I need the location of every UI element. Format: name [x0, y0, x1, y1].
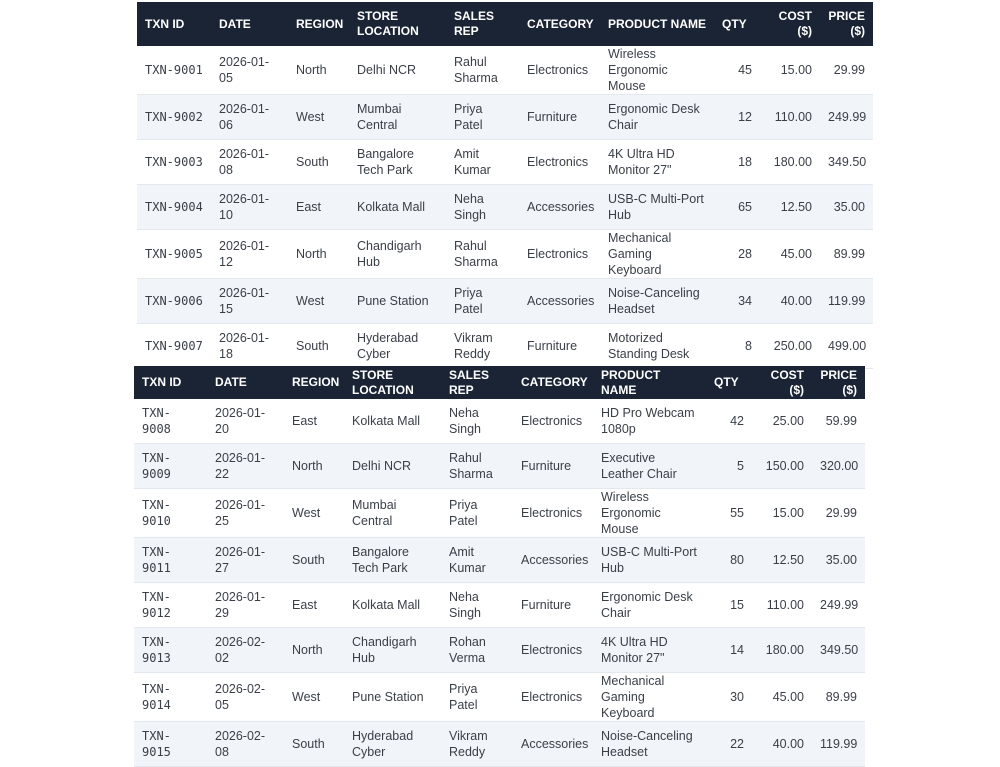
txn-id-cell: TXN-9015 [134, 722, 207, 767]
header-price[interactable]: PRICE ($) [820, 2, 873, 46]
category-cell: Electronics [513, 489, 593, 538]
date-cell: 2026-01-20 [207, 399, 284, 444]
price-cell: 35.00 [812, 538, 865, 583]
category-cell: Furniture [513, 583, 593, 628]
cost-cell: 180.00 [752, 628, 812, 673]
store-location-cell: Delhi NCR [349, 46, 446, 95]
product-name-cell: Wireless Ergonomic Mouse [593, 489, 706, 538]
date-cell: 2026-01-12 [211, 230, 288, 279]
header-price[interactable]: PRICE ($) [812, 366, 865, 399]
price-cell: 35.00 [820, 185, 873, 230]
txn-id-cell: TXN-9004 [137, 185, 211, 230]
product-name-cell: Noise-Canceling Headset [600, 279, 714, 324]
cost-cell: 12.50 [752, 538, 812, 583]
product-name-cell: Noise-Canceling Headset [593, 722, 706, 767]
store-location-cell: Hyderabad Cyber [349, 324, 446, 369]
date-cell: 2026-01-29 [207, 583, 284, 628]
cost-cell: 15.00 [752, 489, 812, 538]
txn-id-cell: TXN-9005 [137, 230, 211, 279]
table-row[interactable] [137, 324, 873, 369]
product-name-cell: 4K Ultra HD Monitor 27" [600, 140, 714, 185]
txn-id-cell: TXN-9011 [134, 538, 207, 583]
header-region[interactable]: REGION [288, 2, 349, 46]
price-cell: 349.50 [820, 140, 873, 185]
category-cell: Electronics [513, 673, 593, 722]
category-cell: Accessories [519, 185, 600, 230]
sales-rep-cell: Neha Singh [441, 583, 513, 628]
header-txn-id[interactable]: TXN ID [134, 366, 207, 399]
region-cell: South [284, 722, 344, 767]
category-cell: Accessories [519, 279, 600, 324]
store-location-cell: Delhi NCR [344, 444, 441, 489]
price-cell: 29.99 [812, 489, 865, 538]
qty-cell: 30 [706, 673, 752, 722]
txn-id-cell: TXN-9009 [134, 444, 207, 489]
date-cell: 2026-01-05 [211, 46, 288, 95]
sales-rep-cell: Priya Patel [446, 95, 519, 140]
header-txn-id[interactable]: TXN ID [137, 2, 211, 46]
table-row[interactable] [134, 583, 865, 628]
table-row[interactable] [134, 628, 865, 673]
qty-cell: 8 [714, 324, 760, 369]
table-row[interactable] [134, 722, 865, 767]
category-cell: Furniture [519, 324, 600, 369]
cost-cell: 150.00 [752, 444, 812, 489]
region-cell: East [284, 399, 344, 444]
txn-id-cell: TXN-9006 [137, 279, 211, 324]
header-qty[interactable]: QTY [714, 2, 760, 46]
cost-cell: 45.00 [760, 230, 820, 279]
store-location-cell: Kolkata Mall [349, 185, 446, 230]
txn-id-cell: TXN-9007 [137, 324, 211, 369]
price-cell: 89.99 [812, 673, 865, 722]
date-cell: 2026-01-15 [211, 279, 288, 324]
qty-cell: 28 [714, 230, 760, 279]
qty-cell: 15 [706, 583, 752, 628]
region-cell: East [288, 185, 349, 230]
price-cell: 249.99 [812, 583, 865, 628]
txn-id-cell: TXN-9003 [137, 140, 211, 185]
table-body [134, 399, 865, 767]
qty-cell: 18 [714, 140, 760, 185]
table-row[interactable] [137, 140, 873, 185]
store-location-cell: Chandigarh Hub [349, 230, 446, 279]
sales-rep-cell: Rahul Sharma [441, 444, 513, 489]
price-cell: 59.99 [812, 399, 865, 444]
header-date[interactable]: DATE [211, 2, 288, 46]
qty-cell: 34 [714, 279, 760, 324]
table-row[interactable] [134, 489, 865, 538]
price-cell: 249.99 [820, 95, 873, 140]
sales-rep-cell: Priya Patel [446, 279, 519, 324]
price-cell: 320.00 [812, 444, 865, 489]
sales-rep-cell: Vikram Reddy [446, 324, 519, 369]
cost-cell: 45.00 [752, 673, 812, 722]
category-cell: Accessories [513, 722, 593, 767]
sales-rep-cell: Amit Kumar [441, 538, 513, 583]
price-cell: 499.00 [820, 324, 873, 369]
transactions-table-top [137, 2, 873, 361]
qty-cell: 14 [706, 628, 752, 673]
region-cell: North [284, 628, 344, 673]
date-cell: 2026-02-08 [207, 722, 284, 767]
product-name-cell: Mechanical Gaming Keyboard [600, 230, 714, 279]
header-qty[interactable]: QTY [706, 366, 752, 399]
date-cell: 2026-01-27 [207, 538, 284, 583]
price-cell: 119.99 [812, 722, 865, 767]
price-cell: 349.50 [812, 628, 865, 673]
txn-id-cell: TXN-9012 [134, 583, 207, 628]
sales-rep-cell: Priya Patel [441, 489, 513, 538]
date-cell: 2026-01-18 [211, 324, 288, 369]
header-region[interactable]: REGION [284, 366, 344, 399]
header-category[interactable]: CATEGORY [519, 2, 600, 46]
category-cell: Electronics [519, 230, 600, 279]
region-cell: North [284, 444, 344, 489]
table-row[interactable] [137, 230, 873, 279]
table-row[interactable] [134, 538, 865, 583]
region-cell: West [284, 489, 344, 538]
product-name-cell: Mechanical Gaming Keyboard [593, 673, 706, 722]
header-sales-rep[interactable]: SALES REP [446, 2, 519, 46]
store-location-cell: Bangalore Tech Park [344, 538, 441, 583]
txn-id-cell: TXN-9001 [137, 46, 211, 95]
price-cell: 29.99 [820, 46, 873, 95]
product-name-cell: HD Pro Webcam 1080p [593, 399, 706, 444]
sales-rep-cell: Rohan Verma [441, 628, 513, 673]
region-cell: West [284, 673, 344, 722]
header-store-location[interactable]: STORE LOCATION [349, 2, 446, 46]
table-row[interactable] [137, 46, 873, 95]
date-cell: 2026-01-25 [207, 489, 284, 538]
sales-rep-cell: Rahul Sharma [446, 230, 519, 279]
txn-id-cell: TXN-9014 [134, 673, 207, 722]
header-cost[interactable]: COST ($) [752, 366, 812, 399]
product-name-cell: Ergonomic Desk Chair [600, 95, 714, 140]
category-cell: Electronics [519, 140, 600, 185]
cost-cell: 40.00 [760, 279, 820, 324]
store-location-cell: Kolkata Mall [344, 399, 441, 444]
cost-cell: 110.00 [752, 583, 812, 628]
sales-rep-cell: Neha Singh [446, 185, 519, 230]
date-cell: 2026-01-10 [211, 185, 288, 230]
region-cell: South [288, 324, 349, 369]
product-name-cell: USB-C Multi-Port Hub [600, 185, 714, 230]
qty-cell: 65 [714, 185, 760, 230]
txn-id-cell: TXN-9002 [137, 95, 211, 140]
qty-cell: 45 [714, 46, 760, 95]
header-row [134, 366, 865, 399]
region-cell: West [288, 95, 349, 140]
product-name-cell: Ergonomic Desk Chair [593, 583, 706, 628]
header-date[interactable]: DATE [207, 366, 284, 399]
header-sales-rep[interactable]: SALES REP [441, 366, 513, 399]
table-body [137, 46, 873, 369]
table-row[interactable] [137, 95, 873, 140]
txn-id-cell: TXN-9013 [134, 628, 207, 673]
header-cost[interactable]: COST ($) [760, 2, 820, 46]
table-row[interactable] [137, 185, 873, 230]
cost-cell: 40.00 [752, 722, 812, 767]
product-name-cell: Wireless Ergonomic Mouse [600, 46, 714, 95]
transactions-table [134, 366, 865, 767]
transactions-table [137, 2, 873, 369]
qty-cell: 80 [706, 538, 752, 583]
table-row[interactable] [134, 399, 865, 444]
region-cell: North [288, 46, 349, 95]
store-location-cell: Mumbai Central [344, 489, 441, 538]
category-cell: Accessories [513, 538, 593, 583]
store-location-cell: Pune Station [349, 279, 446, 324]
qty-cell: 42 [706, 399, 752, 444]
header-product-name[interactable]: PRODUCT NAME [600, 2, 714, 46]
txn-id-cell: TXN-9010 [134, 489, 207, 538]
category-cell: Furniture [513, 444, 593, 489]
category-cell: Electronics [513, 399, 593, 444]
product-name-cell: Executive Leather Chair [593, 444, 706, 489]
region-cell: West [288, 279, 349, 324]
cost-cell: 25.00 [752, 399, 812, 444]
date-cell: 2026-02-05 [207, 673, 284, 722]
date-cell: 2026-02-02 [207, 628, 284, 673]
date-cell: 2026-01-06 [211, 95, 288, 140]
region-cell: South [284, 538, 344, 583]
store-location-cell: Bangalore Tech Park [349, 140, 446, 185]
table-row[interactable] [134, 444, 865, 489]
txn-id-cell: TXN-9008 [134, 399, 207, 444]
header-product-name[interactable]: PRODUCT NAME [593, 366, 706, 399]
store-location-cell: Hyderabad Cyber [344, 722, 441, 767]
price-cell: 119.99 [820, 279, 873, 324]
cost-cell: 15.00 [760, 46, 820, 95]
qty-cell: 12 [714, 95, 760, 140]
qty-cell: 55 [706, 489, 752, 538]
sales-rep-cell: Rahul Sharma [446, 46, 519, 95]
date-cell: 2026-01-08 [211, 140, 288, 185]
transactions-table-bottom [134, 366, 865, 759]
sales-rep-cell: Priya Patel [441, 673, 513, 722]
price-cell: 89.99 [820, 230, 873, 279]
header-row [137, 2, 873, 46]
qty-cell: 5 [706, 444, 752, 489]
store-location-cell: Pune Station [344, 673, 441, 722]
cost-cell: 12.50 [760, 185, 820, 230]
cost-cell: 180.00 [760, 140, 820, 185]
sales-rep-cell: Neha Singh [441, 399, 513, 444]
region-cell: South [288, 140, 349, 185]
header-category[interactable]: CATEGORY [513, 366, 593, 399]
sales-rep-cell: Vikram Reddy [441, 722, 513, 767]
header-store-location[interactable]: STORE LOCATION [344, 366, 441, 399]
sales-rep-cell: Amit Kumar [446, 140, 519, 185]
store-location-cell: Mumbai Central [349, 95, 446, 140]
cost-cell: 110.00 [760, 95, 820, 140]
category-cell: Furniture [519, 95, 600, 140]
category-cell: Electronics [519, 46, 600, 95]
table-row[interactable] [134, 673, 865, 722]
store-location-cell: Chandigarh Hub [344, 628, 441, 673]
region-cell: North [288, 230, 349, 279]
table-row[interactable] [137, 279, 873, 324]
cost-cell: 250.00 [760, 324, 820, 369]
store-location-cell: Kolkata Mall [344, 583, 441, 628]
region-cell: East [284, 583, 344, 628]
qty-cell: 22 [706, 722, 752, 767]
product-name-cell: Motorized Standing Desk [600, 324, 714, 369]
product-name-cell: 4K Ultra HD Monitor 27" [593, 628, 706, 673]
date-cell: 2026-01-22 [207, 444, 284, 489]
category-cell: Electronics [513, 628, 593, 673]
product-name-cell: USB-C Multi-Port Hub [593, 538, 706, 583]
